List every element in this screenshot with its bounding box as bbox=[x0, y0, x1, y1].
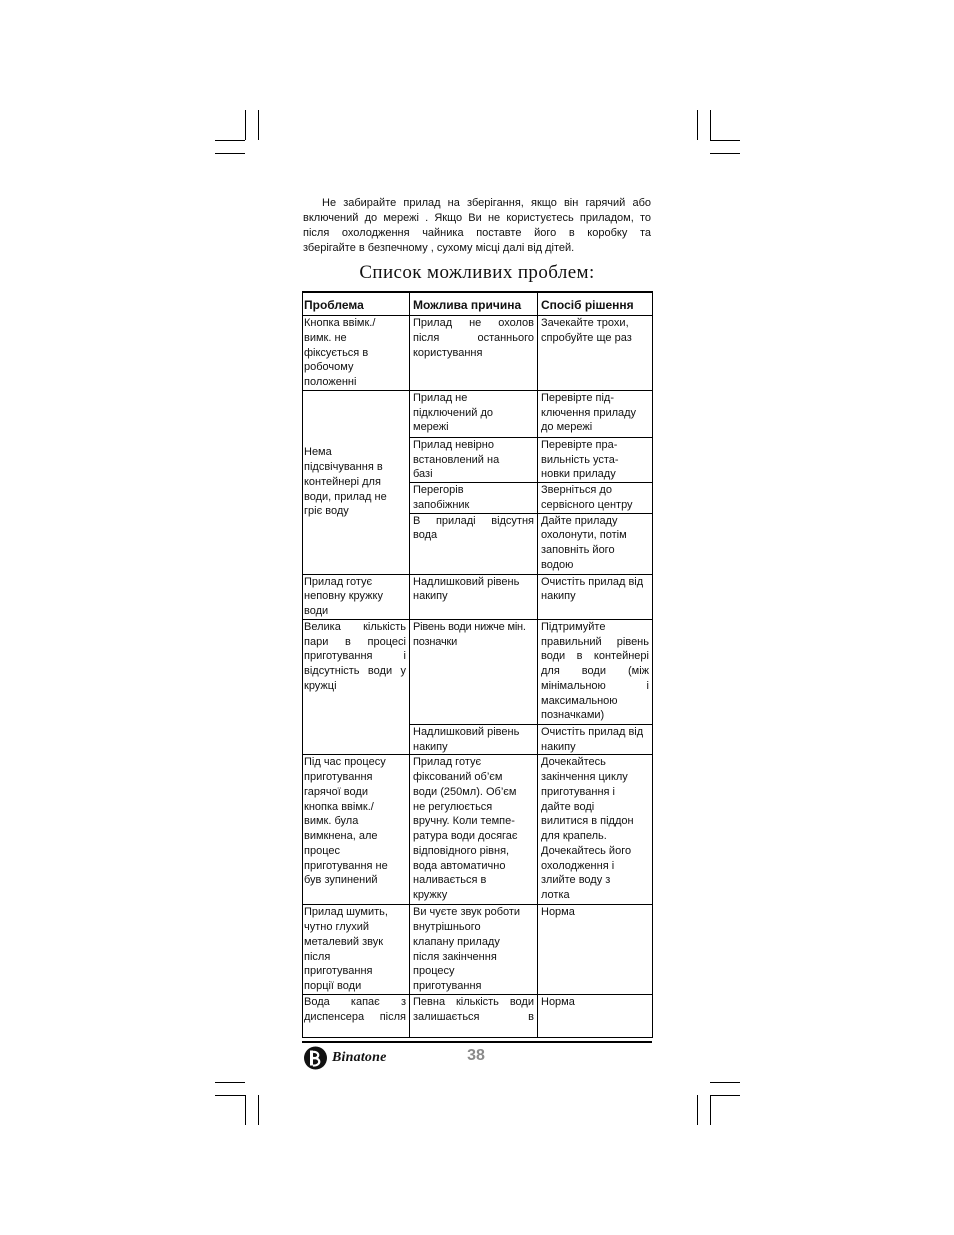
problem-cell: Кнопка ввімк./ вимк. не фіксується в робочому положенні bbox=[303, 316, 410, 391]
cause-cell: Ви чуєте звук роботи внутрішнього клапану приладу після закінчення процесу приготування bbox=[410, 905, 538, 995]
solution-cell: Зверніться до сервісного центру bbox=[538, 483, 653, 514]
table-header-row bbox=[303, 292, 653, 316]
crop-mark-line bbox=[710, 1095, 711, 1125]
cause-cell: Прилад не підключений до мережі bbox=[410, 390, 538, 437]
intro-line: після охолодження чайника поставте його в коробку та bbox=[303, 227, 651, 239]
crop-mark-line bbox=[710, 140, 740, 141]
cause-cell: Рівень води нижче мін. позначки bbox=[410, 619, 538, 724]
crop-mark-line bbox=[258, 1095, 259, 1125]
crop-mark-line bbox=[710, 1095, 740, 1096]
crop-mark-line bbox=[215, 1082, 245, 1083]
header-solution: Спосіб рішення bbox=[538, 292, 653, 316]
crop-mark-line bbox=[215, 153, 245, 154]
solution-cell: Норма bbox=[538, 905, 653, 995]
solution-cell: Очистіть прилад від накипу bbox=[538, 724, 653, 755]
crop-mark-line bbox=[710, 110, 711, 140]
crop-mark-line bbox=[245, 110, 246, 140]
solution-cell: Дайте приладу охолонути, потім заповніть його водою bbox=[538, 513, 653, 574]
intro-line: зберігайте в безпечному , сухому місці далі від дітей. bbox=[303, 242, 575, 254]
problem-cell: Велика кількість пари в процесі приготування і відсутність води у кружці bbox=[303, 619, 410, 755]
table-row bbox=[303, 619, 653, 724]
cause-cell: Прилад не охолов після останнього користування bbox=[410, 316, 538, 391]
intro-paragraph bbox=[303, 196, 651, 256]
cause-cell: Надлишковий рівень накипу bbox=[410, 574, 538, 619]
table-row bbox=[303, 755, 653, 905]
solution-cell: Перевірте під- ключення приладу до мережі bbox=[538, 390, 653, 437]
header-problem: Проблема bbox=[303, 292, 410, 316]
problem-cell: Нема підсвічування в контейнері для води, прилад не гріє воду bbox=[303, 390, 410, 574]
problem-cell: Вода капає з диспенсера після bbox=[303, 995, 410, 1038]
crop-mark-line bbox=[710, 1082, 740, 1083]
brand-name: Binatone bbox=[332, 1050, 387, 1065]
cause-cell: Надлишковий рівень накипу bbox=[410, 724, 538, 755]
crop-mark-line bbox=[697, 1095, 698, 1125]
crop-mark-line bbox=[215, 1095, 245, 1096]
header-cause: Можлива причина bbox=[410, 292, 538, 316]
cause-cell: Перегорів запобіжник bbox=[410, 483, 538, 514]
troubleshooting-table bbox=[302, 291, 653, 1038]
solution-cell: Перевірте пра- вильність уста- новки приладу bbox=[538, 437, 653, 482]
solution-cell: Дочекайтесь закінчення циклу приготування і дайте воді вилитися в піддон для крапель. Дочекайтесь його охолодження і злийте воду з лотка bbox=[538, 755, 653, 905]
table-row bbox=[303, 574, 653, 619]
table-row bbox=[303, 316, 653, 391]
problem-cell: Прилад готує неповну кружку води bbox=[303, 574, 410, 619]
problem-cell: Під час процесу приготування гарячої води кнопка ввімк./ вимк. була вимкнена, але процес приготування не був зупинений bbox=[303, 755, 410, 905]
crop-mark-line bbox=[258, 110, 259, 140]
crop-mark-line bbox=[215, 140, 245, 141]
table-row bbox=[303, 905, 653, 995]
crop-mark-line bbox=[697, 110, 698, 140]
table-row bbox=[303, 995, 653, 1038]
solution-cell: Норма bbox=[538, 995, 653, 1038]
binatone-logo-icon bbox=[303, 1046, 329, 1070]
page-number: 38 bbox=[467, 1047, 485, 1064]
cause-cell: Певна кількість води залишається в bbox=[410, 995, 538, 1038]
solution-cell: Підтримуйте правильний рівень води в контейнері для води (між мінімальною і максимальною позначками) bbox=[538, 619, 653, 724]
brand-logo bbox=[303, 1046, 387, 1070]
problem-cell: Прилад шумить, чутно глухий металевий звук після приготування порції води bbox=[303, 905, 410, 995]
cause-cell: Прилад готує фіксований об’єм води (250мл). Об’єм не регулюється вручну. Коли темпе- ратура води досягає відповідного рівня, вода автоматично наливається в кружку bbox=[410, 755, 538, 905]
footer-divider bbox=[302, 1041, 652, 1043]
cause-cell: Прилад невірно встановлений на базі bbox=[410, 437, 538, 482]
cause-cell: В приладі відсутня вода bbox=[410, 513, 538, 574]
page-title: Список можливих проблем: bbox=[359, 262, 595, 283]
solution-cell: Очистіть прилад від накипу bbox=[538, 574, 653, 619]
intro-line: Не забирайте прилад на зберігання, якщо він гарячий або bbox=[322, 197, 651, 209]
table-row bbox=[303, 390, 653, 437]
intro-line: включений до мережі . Якщо Ви не користуєтесь приладом, то bbox=[303, 212, 651, 224]
crop-mark-line bbox=[710, 153, 740, 154]
solution-cell: Зачекайте трохи, спробуйте ще раз bbox=[538, 316, 653, 391]
crop-mark-line bbox=[245, 1095, 246, 1125]
